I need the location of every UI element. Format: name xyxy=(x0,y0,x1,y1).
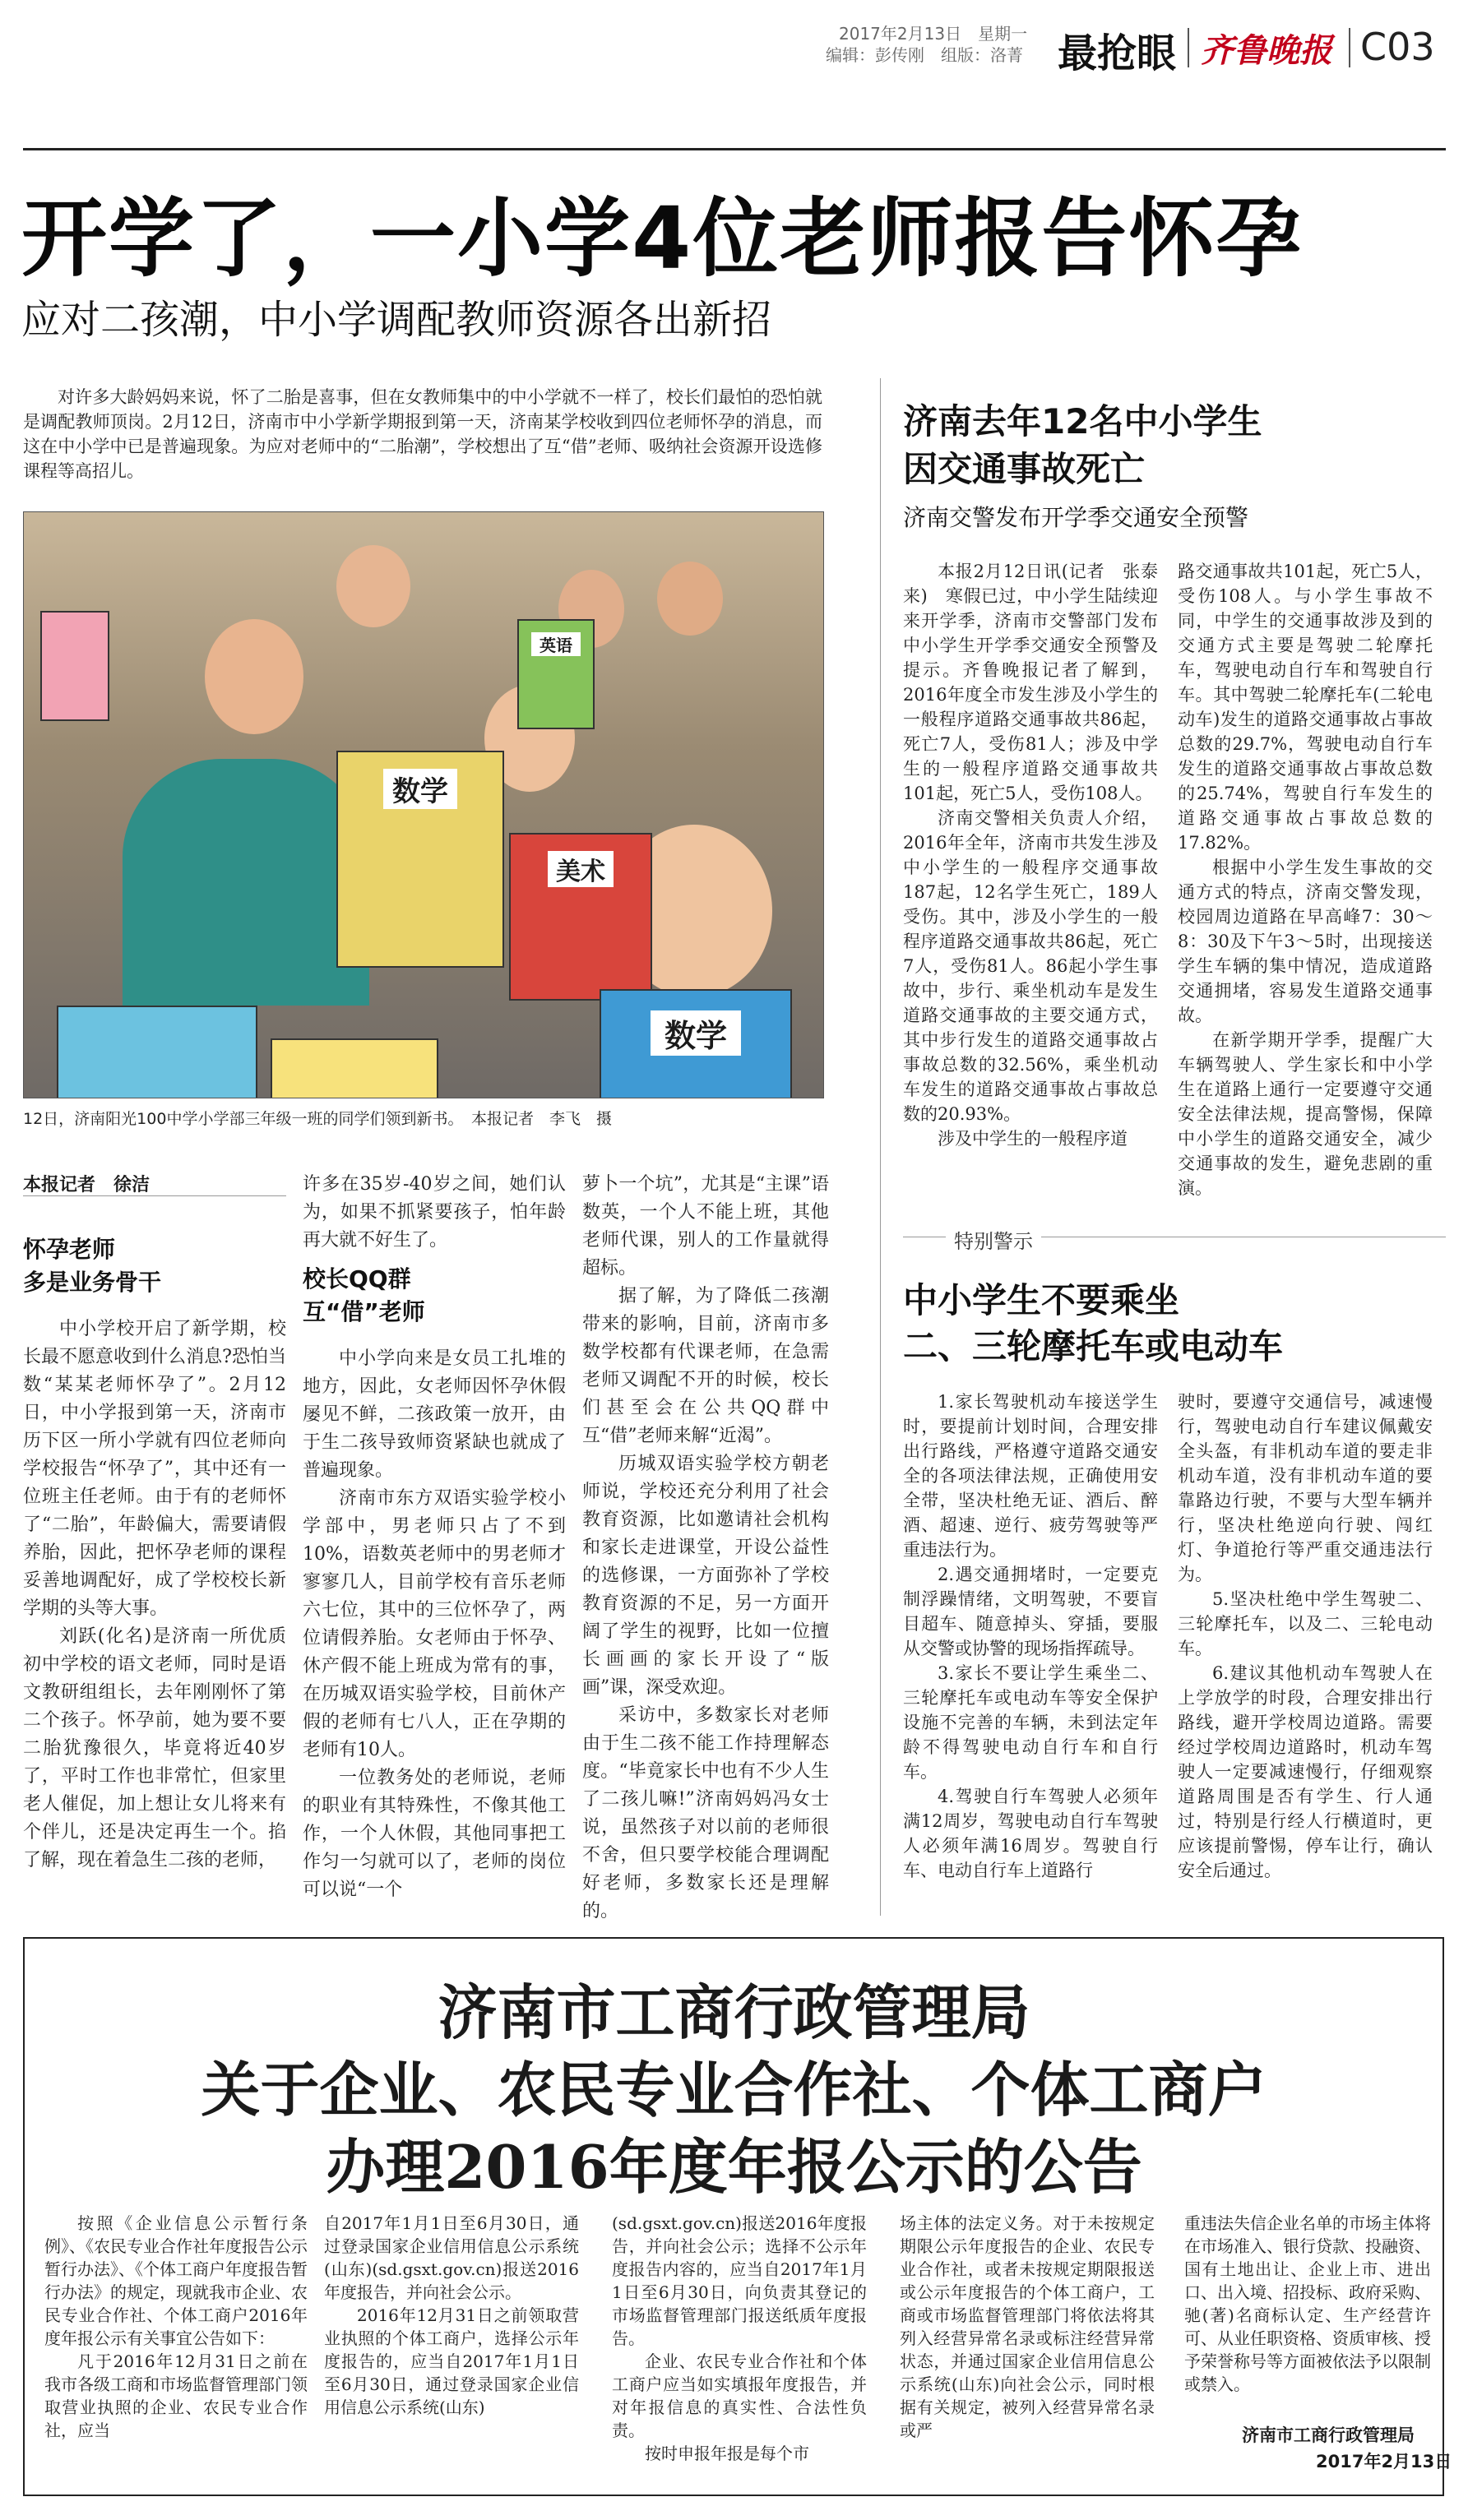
newspaper-logo: 齐鲁晚报 xyxy=(1201,31,1332,70)
art-book xyxy=(509,833,652,1001)
textbook xyxy=(57,1006,257,1098)
story-column-2b xyxy=(303,1345,566,1904)
paragraph: 根据中小学生发生事故的交通方式的特点，济南交警发现，校园周边道路在早高峰7：30～8：30及下午3～5时，出现接送学生车辆的集中情况，造成道路交通拥堵，容易发生道路交通事故。 xyxy=(1178,858,1433,1025)
notice-org: 济南市工商行政管理局 xyxy=(438,1977,1030,2047)
paragraph: (sd.gsxt.gov.cn)报送2016年度报告，并向社会公示；选择不公示年度报告内容的，应当自2017年1月1日至6月30日，向负责其登记的市场监督管理部门报送纸质年度报告。 xyxy=(612,2213,867,2348)
paragraph: 驶时，要遵守交通信号，减速慢行，驾驶电动自行车建议佩戴安全头盔，有非机动车道的要走非机动车道，没有非机动车道的要靠路边行驶，不要与大型车辆并行，坚决杜绝逆向行驶、闯红灯、争道抢行等严重交通违法行为。 xyxy=(1178,1392,1433,1584)
warning-label: 特别警示 xyxy=(946,1225,1041,1254)
notice-column-4: 场主体的法定义务。对于未按规定期限公示年度报告的企业、农民专业合作社，或者未按规定期限报送或公示年度报告的个体工商户，工商或市场监督管理部门将依法将其列入经营异常名录或标注经营异常状态，并通过国家企业信用信息公示系统(山东)向社会公示，同时根据有关规定，被列入经营异常名录或严 xyxy=(900,2213,1155,2440)
notice-column-3 xyxy=(612,2212,867,2465)
paragraph: 凡于2016年12月31日之前在我市各级工商和市场监督管理部门领取营业执照的企业、农民专业合作社，应当 xyxy=(44,2351,308,2440)
traffic-headline: 济南去年12名中小学生 因交通事故死亡 xyxy=(903,401,1262,489)
paragraph: 历城双语实验学校方朝老师说，学校还充分利用了社会教育资源，比如邀请社会机构和家长走进课堂，开设公益性的选修课，一方面弥补了学校教育资源的不足，另一方面开阔了学生的视野，比如一位擅长画画的家长开设了“版画”课，深受欢迎。 xyxy=(582,1454,829,1698)
paragraph: 3.家长不要让学生乘坐二、三轮摩托车或电动车等安全保护设施不完善的车辆，未到法定年龄不得驾驶电动自行车和自行车。 xyxy=(903,1663,1158,1782)
student-face xyxy=(657,562,723,636)
math-book-2 xyxy=(600,989,792,1098)
paragraph: 据了解，为了降低二孩潮带来的影响，目前，济南市多数学校都有代课老师，在急需老师又调配不开的时候，校长们甚至会在公共QQ群中互“借”老师来解“近渴”。 xyxy=(582,1286,829,1446)
traffic-column-b xyxy=(1178,559,1433,1200)
student-face xyxy=(205,619,303,734)
book-label: 美术 xyxy=(548,851,614,887)
masthead-divider-2 xyxy=(1349,28,1350,67)
paragraph: 采访中，多数家长对老师由于生二孩不能工作持理解态度。“毕竟家长中也有不少人生了二孩儿嘛!”济南妈妈冯女士说，虽然孩子对以前的老师很不舍，但只要学校能合理调配好老师，多数家长还是理解的。 xyxy=(582,1705,829,1921)
paragraph: 中小学向来是女员工扎堆的地方，因此，女老师因怀孕休假屡见不鲜，二孩政策一放开，由于生二孩导致师资紧缺也就成了普遍现象。 xyxy=(303,1348,566,1481)
story-column-3 xyxy=(582,1171,829,1926)
paragraph: 萝卜一个坑”，尤其是“主课”语数英，一个人不能上班，其他老师代课，别人的工作量就得超标。 xyxy=(582,1174,829,1278)
tip-headline: 中小学生不要乘坐 二、三轮摩托车或电动车 xyxy=(903,1280,1284,1366)
editor-line: 编辑：彭传刚 组版：洛菁 xyxy=(826,45,1023,65)
book-label: 数学 xyxy=(383,769,457,809)
notice-title-2: 办理2016年度年报公示的公告 xyxy=(326,2132,1142,2202)
classroom-photo xyxy=(23,511,824,1098)
main-headline: 开学了，一小学4位老师报告怀孕 xyxy=(21,188,1304,289)
paragraph: 4.驾驶自行车驾驶人必须年满12周岁，驾驶电动自行车驾驶人必须年满16周岁。驾驶自行车、电动自行车上道路行 xyxy=(903,1787,1158,1880)
book-label: 数学 xyxy=(651,1010,741,1056)
math-book xyxy=(336,751,504,968)
notice-column-1 xyxy=(44,2212,308,2442)
paragraph: 济南市东方双语实验学校小学部中，男老师只占了不到10%，语数英老师中的男老师才寥寥几人，目前学校有音乐老师六七位，其中的三位怀孕了，两位请假养胎。女老师由于怀孕、休产假不能上班成为常有的事，在历城双语实验学校，目前休产假的老师有七八人，正在孕期的老师有10人。 xyxy=(303,1488,566,1760)
section-title: 最抢眼 xyxy=(1058,30,1177,76)
traffic-subhead: 济南交警发布开学季交通安全预警 xyxy=(903,504,1249,531)
notice-title-1: 关于企业、农民专业合作社、个体工商户 xyxy=(201,2055,1267,2125)
english-book xyxy=(517,619,595,729)
paragraph: 企业、农民专业合作社和个体工商户应当如实填报年度报告，并对年报信息的真实性、合法性负责。 xyxy=(612,2351,867,2440)
subhead-pregnant-teachers: 怀孕老师 多是业务骨干 xyxy=(23,1236,162,1296)
masthead-divider xyxy=(1188,28,1189,67)
story-column-1 xyxy=(23,1315,286,1875)
paragraph: 按照《企业信息公示暂行条例》、《农民专业合作社年度报告公示暂行办法》、《个体工商户年度报告暂行办法》的规定，现就我市企业、农民专业合作社、个体工商户2016年度年报公示有关事宜公告如下： xyxy=(44,2213,308,2348)
student-face xyxy=(336,545,410,627)
notice-signature-date: 2017年2月13日 xyxy=(1316,2452,1452,2471)
byline: 本报记者 徐洁 xyxy=(23,1175,151,1195)
story-column-2a: 许多在35岁-40岁之间，她们认为，如果不抓紧要孩子，怕年龄再大就不好生了。 xyxy=(303,1174,566,1251)
main-subhead: 应对二孩潮，中小学调配教师资源各出新招 xyxy=(21,297,772,343)
tips-column-a xyxy=(903,1389,1158,1883)
notice-column-2 xyxy=(324,2212,579,2419)
date-line: 2017年2月13日 星期一 xyxy=(839,24,1028,44)
paragraph: 一位教务处的老师说，老师的职业有其特殊性，不像其他工作，一个人休假，其他同事把工作匀一匀就可以了，老师的岗位可以说“一个 xyxy=(303,1768,566,1900)
paragraph: 自2017年1月1日至6月30日，通过登录国家企业信用信息公示系统(山东)(sd.gsxt.gov.cn)报送2016年度报告，并向社会公示。 xyxy=(324,2213,579,2302)
notice-signature-org: 济南市工商行政管理局 xyxy=(1242,2425,1415,2445)
page-number: C03 xyxy=(1360,25,1435,69)
textbook xyxy=(271,1038,438,1098)
paragraph: 5.坚决杜绝中学生驾驶二、三轮摩托车，以及二、三轮电动车。 xyxy=(1178,1589,1433,1658)
photo-caption: 12日，济南阳光100中学小学部三年级一班的同学们领到新书。 本报记者 李飞 摄 xyxy=(23,1110,612,1128)
column-divider xyxy=(880,378,881,1916)
paragraph: 路交通事故共101起，死亡5人，受伤108人。与小学生事故不同，中学生的交通事故涉及到的交通方式主要是驾驶二轮摩托车，驾驶电动自行车和驾驶自行车。其中驾驶二轮摩托车(二轮电动车)发生的道路交通事故占事故总数的29.7%，驾驶电动自行车发生的道路交通事故占事故总数的25.74%，驾驶自行车发生的道路交通事故占事故总数的17.82%。 xyxy=(1178,562,1433,853)
paragraph: 本报2月12日讯(记者 张泰来) 寒假已过，中小学生陆续迎来开学季，济南市交警部门发布中小学生开学季交通安全预警及提示。齐鲁晚报记者了解到，2016年度全市发生涉及小学生的一般程序道路交通事故共86起，死亡7人，受伤81人；涉及中学生的一般程序道路交通事故共101起，死亡5人，受伤108人。 xyxy=(903,562,1158,803)
paragraph: 在新学期开学季，提醒广大车辆驾驶人、学生家长和中小学生在道路上通行一定要遵守交通安全法律法规，提高警惕，保障中小学生的道路交通安全，减少交通事故的发生，避免悲剧的重演。 xyxy=(1178,1030,1433,1198)
byline-rule xyxy=(23,1195,286,1196)
textbook xyxy=(40,611,109,721)
paragraph: 中小学校开启了新学期，校长最不愿意收到什么消息?恐怕当数“某某老师怀孕了”。2月12日，中小学报到第一天，济南市历下区一所小学就有四位老师向学校报告“怀孕了”，其中还有一位班主任老师。由于有的老师怀了“二胎”，年龄偏大，需要请假养胎，因此，把怀孕老师的课程妥善地调配好，成了学校校长新学期的头等大事。 xyxy=(23,1319,286,1619)
paragraph: 2.遇交通拥堵时，一定要克制浮躁情绪，文明驾驶，不要盲目超车、随意掉头、穿插，要服从交警或协警的现场指挥疏导。 xyxy=(903,1565,1158,1658)
notice-column-5: 重违法失信企业名单的市场主体将在市场准入、银行贷款、投融资、国有土地出让、企业上市、进出口、出入境、招投标、政府采购、驰(著)名商标认定、生产经营许可、从业任职资格、资质审核、授予荣誉称号等方面被依法予以限制或禁入。 xyxy=(1184,2213,1431,2394)
lead-paragraph: 对许多大龄妈妈来说，怀了二胎是喜事，但在女教师集中的中小学就不一样了，校长们最怕的恐怕就是调配教师顶岗。2月12日，济南市中小学新学期报到第一天，济南某学校收到四位老师怀孕的消息，而这在中小学中已是普遍现象。为应对老师中的“二胎潮”，学校想出了互“借”老师、吸纳社会资源开设选修课程等高招儿。 xyxy=(23,387,822,481)
paragraph: 2016年12月31日之前领取营业执照的个体工商户，选择公示年度报告的，应当自2017年1月1日至6月30日，通过登录国家企业信用信息公示系统(山东) xyxy=(324,2305,579,2417)
paragraph: 涉及中学生的一般程序道 xyxy=(938,1129,1128,1149)
paragraph: 1.家长驾驶机动车接送学生时，要提前计划时间，合理安排出行路线，严格遵守道路交通安全的各项法律法规，正确使用安全带，坚决杜绝无证、酒后、醉酒、超速、逆行、疲劳驾驶等严重违法行为。 xyxy=(903,1392,1158,1560)
traffic-column-a xyxy=(903,559,1158,1151)
tips-column-b xyxy=(1178,1389,1433,1883)
paragraph: 6.建议其他机动车驾驶人在上学放学的时段，合理安排出行路线，避开学校周边道路。需要经过学校周边道路时，机动车驾驶人一定要减速慢行，仔细观察道路周围是否有学生、行人通过，特别是行经人行横道时，更应该提前警惕，停车让行，确认安全后通过。 xyxy=(1178,1663,1433,1880)
masthead-rule xyxy=(23,148,1446,150)
paragraph: 刘跃(化名)是济南一所优质初中学校的语文老师，同时是语文教研组组长，去年刚刚怀了第二个孩子。怀孕前，她为要不要二胎犹豫很久，毕竟将近40岁了，平时工作也非常忙，但家里老人催促，加上想让女儿将来有个伴儿，还是决定再生一个。掐了解，现在着急生二孩的老师， xyxy=(23,1626,286,1870)
paragraph: 按时申报年报是每个市 xyxy=(645,2444,809,2463)
paragraph: 济南交警相关负责人介绍，2016年全年，济南市共发生涉及中小学生的一般程序交通事故187起，12名学生死亡，189人受伤。其中，涉及小学生的一般程序道路交通事故共86起，死亡7人，受伤81人。86起小学生事故中，步行、乘坐机动车是发生道路交通事故的主要交通方式，其中步行发生的道路交通事故占事故总数的32.56%，乘坐机动车发生的道路交通事故占事故总数的20.93%。 xyxy=(903,808,1158,1124)
book-label: 英语 xyxy=(531,632,581,656)
subhead-qq-group: 校长QQ群 互“借”老师 xyxy=(303,1265,425,1325)
student-sweater xyxy=(123,759,369,1006)
